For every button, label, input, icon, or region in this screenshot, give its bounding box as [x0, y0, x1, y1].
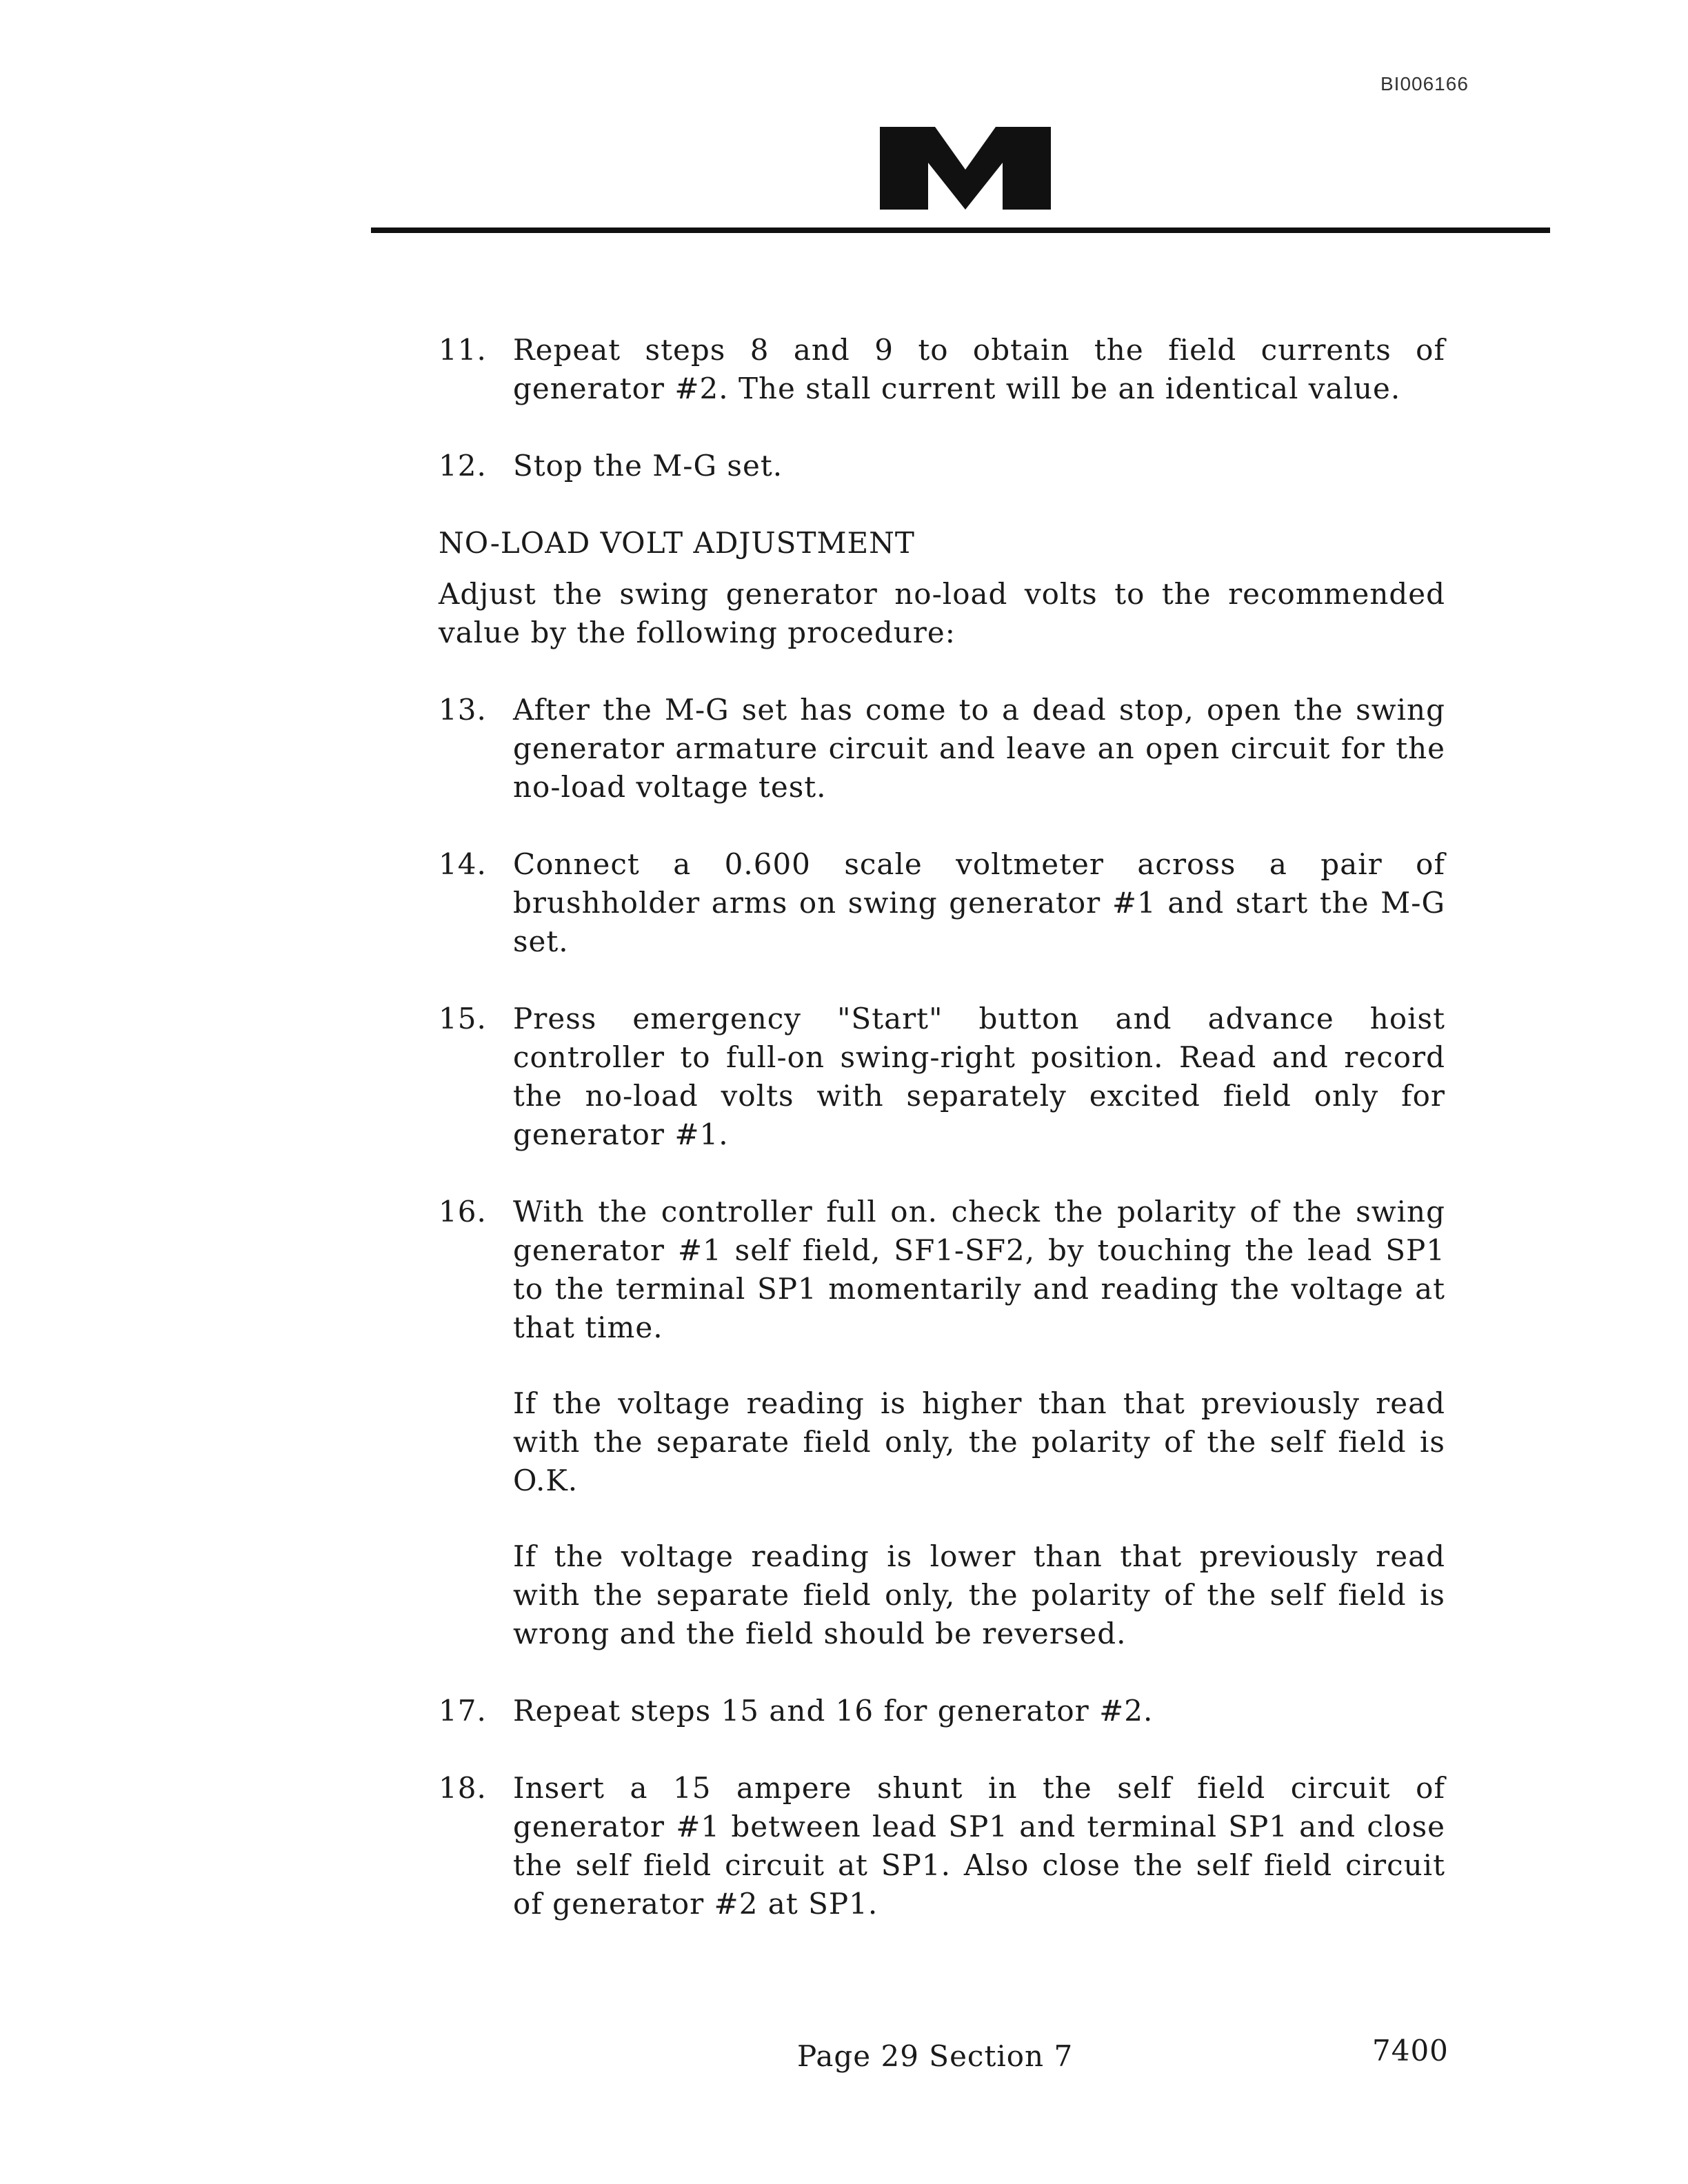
step-text-group	[513, 1193, 1445, 1653]
step-text: Connect a 0.600 scale voltmeter across a pair of brushholder arms on swing generator #1 and start the M-G set.	[513, 847, 1445, 958]
step-number: 12.	[439, 449, 487, 483]
page-label: Page 29 Section 7	[797, 2039, 1074, 2073]
step-number: 13.	[439, 693, 487, 727]
company-logo	[880, 127, 1051, 210]
step-note-lower: If the voltage reading is lower than that previously read with the separate field only, the polarity of the self field is wrong and the field should be reversed.	[513, 1539, 1445, 1650]
step-number: 16.	[439, 1195, 487, 1228]
step-text: Repeat steps 15 and 16 for generator #2.	[513, 1694, 1154, 1728]
document-id: BI006166	[1380, 73, 1469, 94]
step-14	[439, 845, 1445, 961]
step-number: 11.	[439, 333, 487, 367]
step-text: Repeat steps 8 and 9 to obtain the field currents of generator #2. The stall current will be an identical value.	[513, 333, 1445, 405]
step-text: Press emergency "Start" button and advance hoist controller to full-on swing-right position. Read and record the no-load volts with separately excited field only for generator #1.	[513, 1002, 1445, 1151]
step-text: Insert a 15 ampere shunt in the self field circuit of generator #1 between lead SP1 and terminal SP1 and close the self field circuit at SP1. Also close the self field circuit of generator #2 at SP1.	[513, 1771, 1445, 1921]
step-text: After the M-G set has come to a dead stop, open the swing generator armature circuit and leave an open circuit for the no-load voltage test.	[513, 693, 1445, 804]
step-13	[439, 691, 1445, 807]
step-number: 14.	[439, 847, 487, 881]
step-11	[439, 331, 1445, 408]
step-18	[439, 1769, 1445, 1923]
step-12	[439, 447, 1445, 485]
step-17	[439, 1692, 1445, 1730]
step-number: 18.	[439, 1771, 487, 1805]
document-body	[439, 331, 1445, 1962]
document-code: 7400	[1372, 2034, 1449, 2067]
step-16	[439, 1193, 1445, 1653]
section-intro: Adjust the swing generator no-load volts to the recommended value by the following procedure:	[439, 577, 1445, 649]
step-number: 15.	[439, 1002, 487, 1035]
step-number: 17.	[439, 1694, 487, 1728]
step-15	[439, 1000, 1445, 1154]
step-note-higher: If the voltage reading is higher than that previously read with the separate field only, the polarity of the self field is O.K.	[513, 1386, 1445, 1497]
section-heading: NO-LOAD VOLT ADJUSTMENT	[439, 526, 915, 560]
step-text: Stop the M-G set.	[513, 449, 783, 483]
header-rule	[371, 228, 1550, 233]
step-text: With the controller full on. check the polarity of the swing generator #1 self field, SF1-SF2, by touching the lead SP1 to the terminal SP1 momentarily and reading the voltage at that time.	[513, 1195, 1445, 1344]
